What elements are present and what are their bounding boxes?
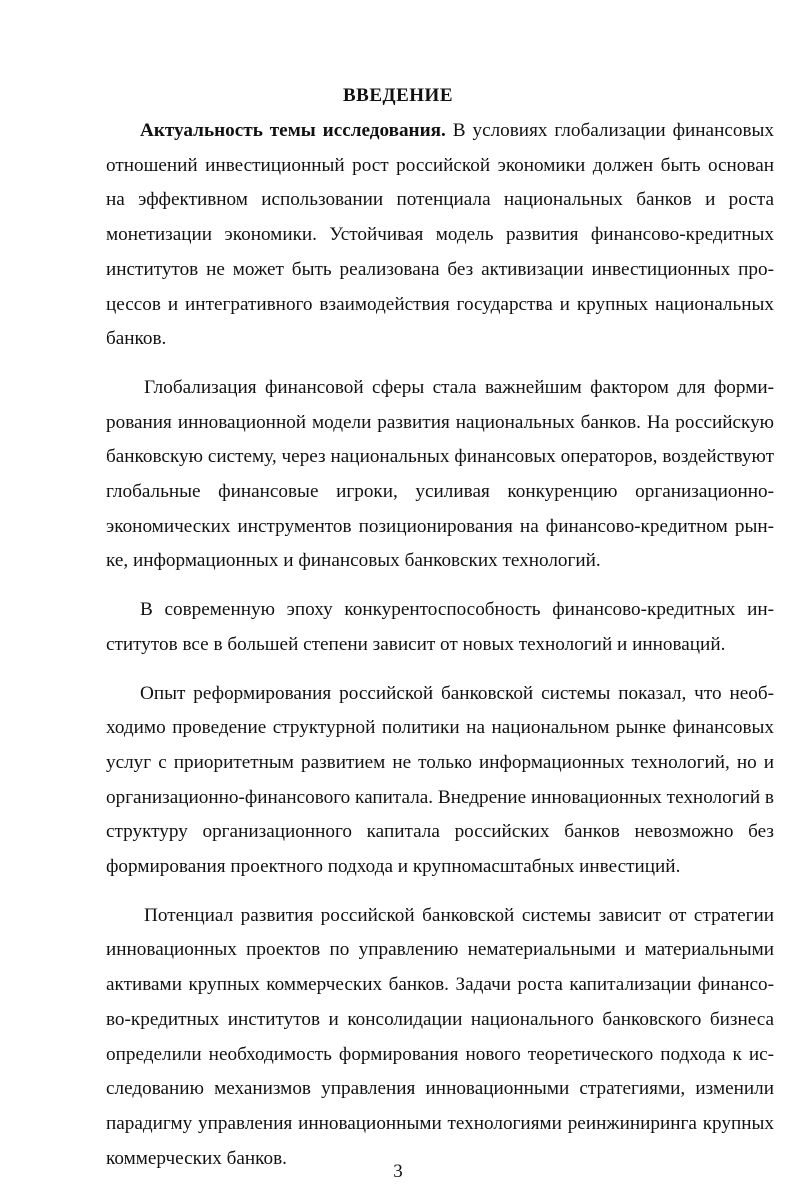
paragraph-development-potential: Потенциал развития российской банковской системы зависит от стратегии инновационных проектов по управлению нематериальными и материальными активами крупных коммерческих банков. Задачи роста капитализации финансово-кредитных институтов и консолидации национального банковского бизнеса определили необходимость формирования нового теоретического подхода к исследованию механизмов управления инновационными стратегиями, изменили парадигму управления инновационными технологиями реинжиниринга крупных коммерческих банков.	[106, 904, 774, 1169]
section-title: ВВЕДЕНИЕ	[343, 85, 453, 106]
paragraph-text: В условиях глобализации финансовых отношений инвестиционный рост российской экономики должен быть основан на эффективном использовании потенциала национальных банков и роста монетизации экономики. Устойчивая модель развития финансово-кредитных институтов не может быть реализована без активизации инвестиционных процессов и интегративного взаимодействия государства и крупных национальных банков.	[106, 120, 774, 350]
paragraph-globalization: Глобализация финансовой сферы стала важнейшим фактором для формирования инновационной модели развития национальных банков. На российскую банковскую систему, через национальных финансовых операторов, воздействуют глобальные финансовые игроки, усиливая конкуренцию организационно-экономических инструментов позиционирования на финансово-кредитном рынке, информационных и финансовых банковских технологий.	[106, 376, 774, 572]
document-body	[106, 114, 774, 1176]
paragraph-reform-experience: Опыт реформирования российской банковской системы показал, что необходимо проведение структурной политики на национальном рынке финансовых услуг с приоритетным развитием не только информационных технологий, но и организационно-финансового капитала. Внедрение инновационных технологий в структуру организационного капитала российских банков невозможно без формирования проектного подхода и крупномасштабных инвестиций.	[106, 682, 774, 878]
paragraph-lead: Актуальность темы исследования.	[140, 120, 446, 141]
paragraph-relevance	[106, 114, 774, 357]
page-number: 3	[393, 1161, 403, 1182]
paragraph-competitiveness: В современную эпоху конкурентоспособность финансово-кредитных институтов все в большей степени зависит от новых технологий и инноваций.	[106, 599, 774, 655]
